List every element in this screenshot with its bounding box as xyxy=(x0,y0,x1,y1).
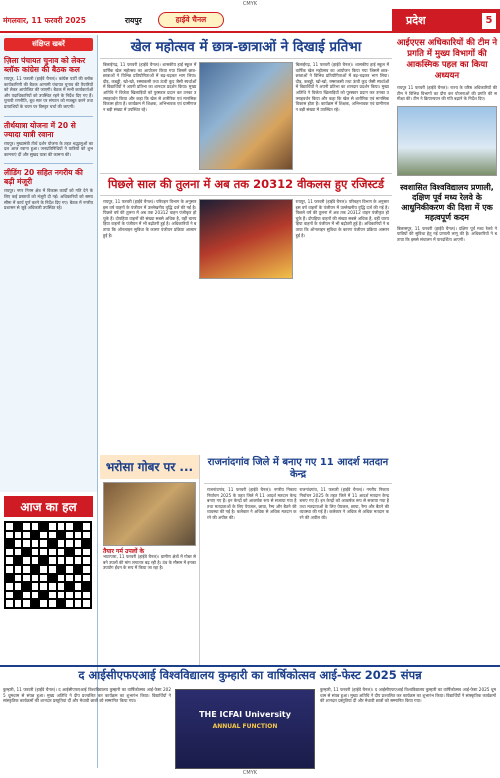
raj-body-cont: राजनांदगांव, 11 फरवरी (हाईवे चैनल)। नगरीय निकाय निर्वाचन 2025 के तहत जिले में 11 आदर्श मतदान केन्द्र बनाए गए हैं। इन केन्द्रों को आकर्षक रूप से सजाया गया है तथा मतदाताओं के लिए पेयजल, छाया, रैम्प और बैठने की व्यवस्था की गई है। कलेक्टर ने अधिक से अधिक मतदान करने की अपील की। xyxy=(299,487,389,520)
raj-story xyxy=(204,455,392,665)
edition-city: रायपुर xyxy=(125,16,142,25)
event-banner-title: THE ICFAI University xyxy=(199,710,291,719)
brief-title: लीडिंग 20 सहित नगरीय की बढ़ी मंजूरी xyxy=(4,168,83,187)
second-story xyxy=(100,196,392,282)
bharosa-photo xyxy=(103,482,196,546)
color-mark-bottom: CMYK xyxy=(242,770,258,776)
bharosa-body: भाटापारा, 11 फरवरी (हाईवे चैनल)। ग्रामीण क्षेत्रों में गोबर से बने उपलों की मांग लगातार बढ़ रही है। ठंड के मौसम में इनका उपयोग ईंधन के रूप में किया जा रहा है। xyxy=(103,554,196,571)
bharosa-headline: भरोसा गोबर पर ... xyxy=(100,455,199,479)
second-photo xyxy=(199,199,292,279)
puzzle-tag: आज का हल xyxy=(4,496,93,517)
raj-body-cols xyxy=(204,484,392,524)
lead-headline: खेल महोत्सव में छात्र-छात्राओं ने दिखाई प्रतिभा xyxy=(100,35,392,59)
issue-date: मंगलवार, 11 फरवरी 2025 xyxy=(3,16,86,25)
event-photo xyxy=(175,689,315,769)
raj-headline: राजनांदगांव जिले में बनाए गए 11 आदर्श मतदान केन्द्र xyxy=(204,455,392,484)
second-headline: पिछले साल की तुलना में अब तक 20312 वीकलस हुए रजिस्टर्ड xyxy=(100,173,392,196)
right-headline-2: स्वशासित विश्वविद्यालय प्रणाली, दक्षिण पूर्व मध्य रेलवे के आधुनिकीकरण की दिशा में एक महत्वपूर्ण कदम xyxy=(400,182,494,222)
brief-body: रायपुर, 11 फरवरी (हाईवे चैनल)। कांग्रेस पार्टी की ब्लॉक कार्यकारिणी की बैठक आगामी पंचायत चुनाव की तैयारियों को लेकर आयोजित की जाएगी। बैठक में सभी कार्यकर्ताओं और पदाधिकारियों को उपस्थित रहने के निर्देश दिए गए हैं। चुनावी रणनीति, बूथ स्तर पर संगठन को मजबूत करने तथा प्रत्याशियों के चयन पर विस्तृत चर्चा की जाएगी। xyxy=(4,76,93,109)
second-body: रायपुर, 11 फरवरी (हाईवे चैनल)। परिवहन विभाग के अनुसार इस वर्ष वाहनों के पंजीयन में उल्लेखनीय वृद्धि दर्ज की गई है। पिछले वर्ष की तुलना में अब तक 20312 वाहन पंजीकृत हो चुके हैं। दोपहिया वाहनों की संख्या सबसे अधिक है, वहीं चारपहिया वाहनों के पंजीयन में भी बढ़ोतरी हुई है। अधिकारियों ने बताया कि ऑनलाइन सुविधा के कारण पंजीयन प्रक्रिया आसान हुई है। xyxy=(103,199,197,238)
bottom-body: कुम्हारी, 11 फरवरी (हाईवे चैनल)। द आईसीएफएआई विश्वविद्यालय कुम्हारी का वार्षिकोत्सव आई-फेस्ट 2025 धूमधाम से संपन्न हुआ। मुख्य अतिथि ने दीप प्रज्वलित कर कार्यक्रम का शुभारंभ किया। विद्यार्थियों ने सांस्कृतिक कार्यक्रमों की शानदार प्रस्तुतियां दीं और मेधावी छात्रों को सम्मानित किया गया। xyxy=(3,687,171,704)
raj-body: राजनांदगांव, 11 फरवरी (हाईवे चैनल)। नगरीय निकाय निर्वाचन 2025 के तहत जिले में 11 आदर्श मतदान केन्द्र बनाए गए हैं। इन केन्द्रों को आकर्षक रूप से सजाया गया है तथा मतदाताओं के लिए पेयजल, छाया, रैम्प और बैठने की व्यवस्था की गई है। कलेक्टर ने अधिक से अधिक मतदान करने की अपील की। xyxy=(207,487,297,520)
right-photo xyxy=(397,106,497,176)
briefs-tag: संक्षिप्त खबरें xyxy=(4,38,93,51)
color-mark-top: CMYK xyxy=(242,1,258,7)
lead-body-cont: बिलाईगढ़, 11 फरवरी (हाईवे चैनल)। शासकीय हाई स्कूल में वार्षिक खेल महोत्सव का आयोजन किया गया जिसमें छात्र-छात्राओं ने विभिन्न प्रतियोगिताओं में बढ़-चढ़कर भाग लिया। दौड़, कबड्डी, खो-खो, रस्साकसी तथा ऊंची कूद जैसी स्पर्धाओं में विद्यार्थियों ने अपनी प्रतिभा का शानदार प्रदर्शन किया। मुख्य अतिथि ने विजेता खिलाड़ियों को पुरस्कार प्रदान कर उनका उत्साहवर्धन किया और कहा कि खेल से शारीरिक एवं मानसिक विकास होता है। कार्यक्रम में शिक्षक, अभिभावक एवं ग्रामीणजन बड़ी संख्या में उपस्थित रहे। xyxy=(295,62,389,112)
page-number: 5 xyxy=(482,13,496,29)
bottom-story xyxy=(0,665,500,769)
right-body-2: बिलासपुर, 11 फरवरी (हाईवे चैनल)। दक्षिण पूर्व मध्य रेलवे ने यात्रियों की सुविधा हेतु नई प्रणाली लागू की है। अधिकारियों ने बताया कि इससे संचालन में पारदर्शिता आएगी। xyxy=(397,225,497,242)
brief-item xyxy=(0,166,97,214)
right-headline-1: आईएएस अधिकारियों की टीम ने प्रगति में मुख्य विभागों की आकस्मिक पहल का किया अध्ययन xyxy=(396,38,498,81)
bottom-body-cont: कुम्हारी, 11 फरवरी (हाईवे चैनल)। द आईसीएफएआई विश्वविद्यालय कुम्हारी का वार्षिकोत्सव आई-फेस्ट 2025 धूमधाम से संपन्न हुआ। मुख्य अतिथि ने दीप प्रज्वलित कर कार्यक्रम का शुभारंभ किया। विद्यार्थियों ने सांस्कृतिक कार्यक्रमों की शानदार प्रस्तुतियां दीं और मेधावी छात्रों को सम्मानित किया गया। xyxy=(320,687,496,704)
brief-title: ज़िला पंचायत चुनाव को लेकर ब्लॉक कांग्रेस की बैठक कल xyxy=(4,56,86,74)
lead-body: बिलाईगढ़, 11 फरवरी (हाईवे चैनल)। शासकीय हाई स्कूल में वार्षिक खेल महोत्सव का आयोजन किया गया जिसमें छात्र-छात्राओं ने विभिन्न प्रतियोगिताओं में बढ़-चढ़कर भाग लिया। दौड़, कबड्डी, खो-खो, रस्साकसी तथा ऊंची कूद जैसी स्पर्धाओं में विद्यार्थियों ने अपनी प्रतिभा का शानदार प्रदर्शन किया। मुख्य अतिथि ने विजेता खिलाड़ियों को पुरस्कार प्रदान कर उनका उत्साहवर्धन किया और कहा कि खेल से शारीरिक एवं मानसिक विकास होता है। कार्यक्रम में शिक्षक, अभिभावक एवं ग्रामीणजन बड़ी संख्या में उपस्थित रहे। xyxy=(103,62,197,112)
bharosa-caption: तैयार गर्म उपलों के xyxy=(103,548,145,555)
masthead-logo: हाईवे चैनल xyxy=(158,12,224,28)
bottom-headline: द आईसीएफएआई विश्वविद्यालय कुम्हारी का वार्षिकोत्सव आई-फेस्ट 2025 संपन्न xyxy=(78,668,422,682)
brief-title: तीर्थयात्रा योजना में 20 से ज्यादा यात्री रवाना xyxy=(4,120,76,139)
brief-body: रायपुर। मुख्यमंत्री तीर्थ दर्शन योजना के तहत श्रद्धालुओं का दल आज रवाना हुआ। जनप्रतिनिधियों ने यात्रियों को शुभकामनाएं दीं और सुखद यात्रा की कामना की। xyxy=(4,140,93,157)
brief-item xyxy=(0,54,97,114)
page-header xyxy=(0,9,500,33)
divider xyxy=(4,163,93,164)
crossword-grid xyxy=(4,521,92,609)
brief-item xyxy=(0,119,97,162)
divider xyxy=(4,116,93,117)
event-banner-subtitle: ANNUAL FUNCTION xyxy=(212,723,278,730)
middle-row xyxy=(100,455,500,665)
lead-photo xyxy=(199,62,292,170)
brief-body: रायपुर। नगर निगम क्षेत्र में विकास कार्यों को गति देने के लिए कई प्रस्तावों को मंजूरी दी गई। अधिकारियों को समय सीमा में कार्य पूर्ण करने के निर्देश दिए गए। बैठक में नगरीय प्रशासन से जुड़े अधिकारी उपस्थित रहे। xyxy=(4,188,93,211)
main-column xyxy=(100,35,392,282)
bharosa-story xyxy=(100,455,200,665)
right-body-1: रायपुर 11 फरवरी (हाईवे चैनल)। राज्य के वरिष्ठ अधिकारियों की टीम ने विभिन्न विभागों का दौरा कर योजनाओं की प्रगति की समीक्षा की। टीम ने क्रियान्वयन की गति बढ़ाने के निर्देश दिए। xyxy=(397,85,497,102)
right-column xyxy=(394,35,500,243)
lead-story xyxy=(100,59,392,173)
second-body-cont: रायपुर, 11 फरवरी (हाईवे चैनल)। परिवहन विभाग के अनुसार इस वर्ष वाहनों के पंजीयन में उल्लेखनीय वृद्धि दर्ज की गई है। पिछले वर्ष की तुलना में अब तक 20312 वाहन पंजीकृत हो चुके हैं। दोपहिया वाहनों की संख्या सबसे अधिक है, वहीं चारपहिया वाहनों के पंजीयन में भी बढ़ोतरी हुई है। अधिकारियों ने बताया कि ऑनलाइन सुविधा के कारण पंजीयन प्रक्रिया आसान हुई है। xyxy=(295,199,389,238)
briefs-column xyxy=(0,35,98,492)
section-banner xyxy=(392,9,500,33)
section-title: प्रदेश xyxy=(406,14,426,27)
